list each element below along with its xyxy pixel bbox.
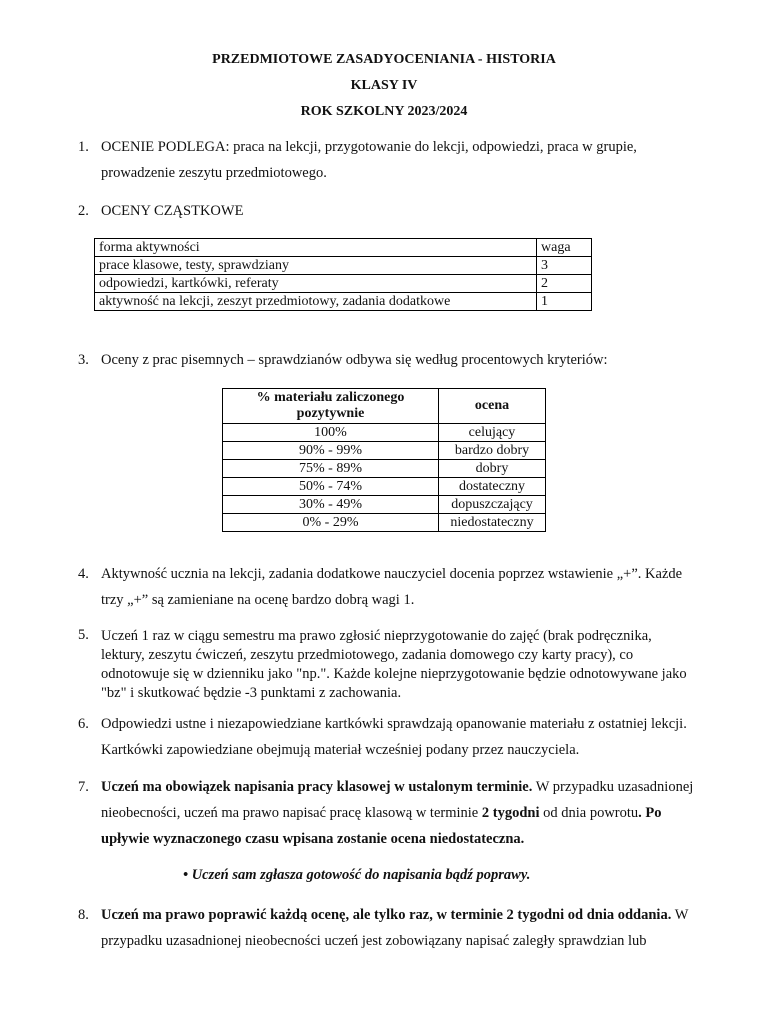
item-number: 2.: [78, 203, 89, 219]
item-1-heading: OCENIE PODLEGA:: [101, 139, 230, 155]
doc-subtitle-year: ROK SZKOLNY 2023/2024: [300, 104, 468, 119]
table-cell: dopuszczający: [439, 496, 546, 514]
item-1-body: praca na lekcji, przygotowanie do lekcji, odpowiedzi, praca w grupie, prowadzenie zeszytu przedmiotowego.: [101, 139, 637, 181]
table-header-cell: % materiału zaliczonego pozytywnie: [223, 389, 439, 424]
table-cell: 1: [537, 293, 592, 311]
item-7-bold-tail: . Po upływie wyznaczonego czasu wpisana zostanie ocena niedostateczna.: [101, 805, 662, 847]
table-row: [95, 275, 592, 293]
grades-table: [222, 388, 546, 532]
item-7-deadline: 2 tygodni: [481, 805, 540, 821]
item-number: 6.: [78, 716, 89, 732]
item-8-body: W przypadku uzasadnionej nieobecności uczeń jest zobowiązany napisać zaległy sprawdzian lub: [101, 907, 689, 949]
table-cell: odpowiedzi, kartkówki, referaty: [95, 275, 537, 293]
table-row: [223, 496, 546, 514]
table-cell: 2: [537, 275, 592, 293]
table-cell: prace klasowe, testy, sprawdziany: [95, 257, 537, 275]
bullet-note: • Uczeń sam zgłasza gotowość do napisania bądź poprawy.: [183, 867, 531, 883]
item-1-text: [101, 134, 691, 186]
weights-table: [94, 238, 592, 311]
table-cell: dostateczny: [439, 478, 546, 496]
item-7-text: [101, 774, 711, 852]
item-number: 1.: [78, 139, 89, 155]
table-row: [223, 460, 546, 478]
item-8-bold-lead: Uczeń ma prawo poprawić każdą ocenę, ale tylko raz, w terminie 2 tygodni od dnia oddania.: [101, 907, 672, 923]
item-number: 7.: [78, 779, 89, 795]
table-cell: 100%: [223, 424, 439, 442]
item-2-heading: OCENY CZĄSTKOWE: [101, 203, 244, 219]
doc-subtitle-class: KLASY IV: [350, 78, 418, 93]
table-header-row: [95, 239, 592, 257]
table-row: [223, 478, 546, 496]
item-3-text: Oceny z prac pisemnych – sprawdzianów odbywa się według procentowych kryteriów:: [101, 352, 608, 368]
item-7-body-cont: od dnia powrotu: [539, 805, 639, 821]
table-row: [223, 424, 546, 442]
table-row: [95, 293, 592, 311]
item-5-text: Uczeń 1 raz w ciągu semestru ma prawo zgłosić nieprzygotowanie do zajęć (brak podręcznika, lektury, zeszytu ćwiczeń, zeszytu przedmiotowego, zadania domowego czy karty pracy), co odnotowuje się w dzienniku jako "np.". Każde kolejne nieprzygotowanie będzie odnotowywane jako "bz" i skutkować będzie -3 punktami z zachowania.: [101, 628, 687, 701]
table-cell: 3: [537, 257, 592, 275]
table-cell: 75% - 89%: [223, 460, 439, 478]
table-cell: bardzo dobry: [439, 442, 546, 460]
item-7-body: W przypadku uzasadnionej nieobecności, uczeń ma prawo napisać pracę klasową w terminie: [101, 779, 694, 821]
table-row: [223, 442, 546, 460]
table-cell: forma aktywności: [95, 239, 537, 257]
table-row: [95, 257, 592, 275]
item-8-text: [101, 902, 716, 954]
table-cell: 30% - 49%: [223, 496, 439, 514]
table-cell: dobry: [439, 460, 546, 478]
table-cell: niedostateczny: [439, 514, 546, 532]
table-cell: waga: [537, 239, 592, 257]
table-cell: celujący: [439, 424, 546, 442]
item-number: 4.: [78, 566, 89, 582]
doc-title: PRZEDMIOTOWE ZASADYOCENIANIA - HISTORIA: [212, 52, 556, 67]
table-cell: 90% - 99%: [223, 442, 439, 460]
table-row: [223, 514, 546, 532]
table-cell: aktywność na lekcji, zeszyt przedmiotowy, zadania dodatkowe: [95, 293, 537, 311]
item-number: 5.: [78, 627, 89, 643]
table-cell: 50% - 74%: [223, 478, 439, 496]
item-4-text: Aktywność ucznia na lekcji, zadania dodatkowe nauczyciel docenia poprzez wstawienie „+”. Każde trzy „+” są zamieniane na ocenę bardzo dobrą wagi 1.: [101, 566, 683, 608]
item-7-bold-lead: Uczeń ma obowiązek napisania pracy klasowej w ustalonym terminie.: [101, 779, 533, 795]
table-cell: 0% - 29%: [223, 514, 439, 532]
item-number: 3.: [78, 352, 89, 368]
table-header-cell: ocena: [439, 389, 546, 424]
table-header-row: [223, 389, 546, 424]
item-number: 8.: [78, 907, 89, 923]
item-6-text: Odpowiedzi ustne i niezapowiedziane kartkówki sprawdzają opanowanie materiału z ostatniej lekcji. Kartkówki zapowiedziane obejmują materiał wcześniej podany przez nauczyciela.: [101, 716, 687, 758]
